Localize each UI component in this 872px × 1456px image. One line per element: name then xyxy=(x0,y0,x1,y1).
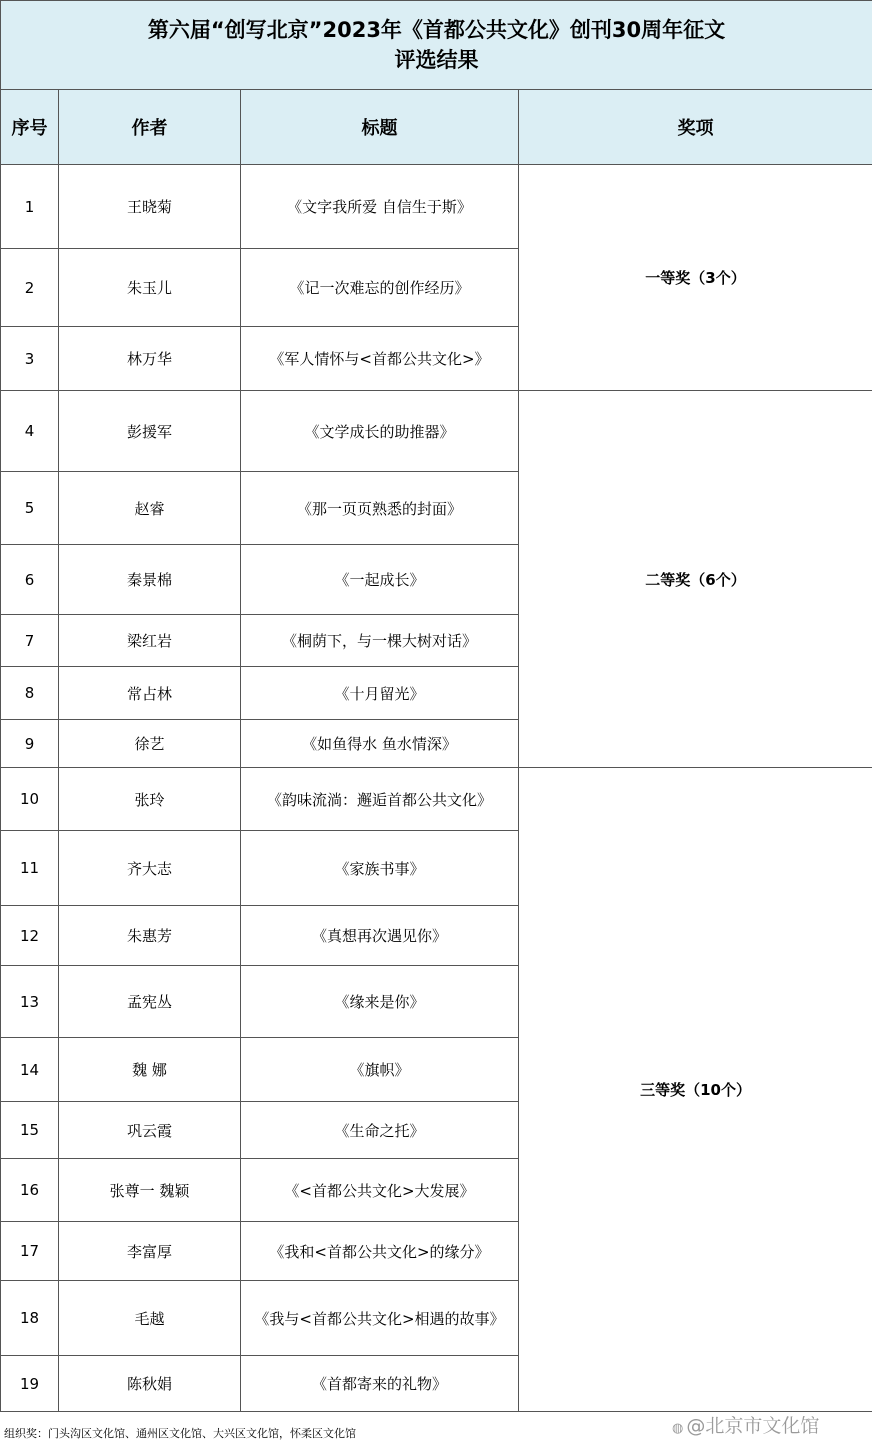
row-author: 陈秋娟 xyxy=(59,1356,241,1412)
row-title: 《如鱼得水 鱼水情深》 xyxy=(241,720,519,768)
row-number: 9 xyxy=(1,720,59,768)
row-number: 19 xyxy=(1,1356,59,1412)
row-title: 《一起成长》 xyxy=(241,545,519,615)
award-third: 三等奖（10个） xyxy=(519,768,872,1412)
row-number: 18 xyxy=(1,1281,59,1356)
title-line-2: 评选结果 xyxy=(394,48,479,72)
row-number: 17 xyxy=(1,1222,59,1281)
row-author: 李富厚 xyxy=(59,1222,241,1281)
watermark xyxy=(672,1411,819,1438)
row-title: 《那一页页熟悉的封面》 xyxy=(241,472,519,545)
row-author: 彭援军 xyxy=(59,391,241,472)
row-number: 13 xyxy=(1,966,59,1038)
row-number: 5 xyxy=(1,472,59,545)
row-number: 12 xyxy=(1,906,59,966)
row-author: 常占林 xyxy=(59,667,241,720)
row-title: 《家族书事》 xyxy=(241,831,519,906)
table-row xyxy=(1,165,872,249)
row-title: 《记一次难忘的创作经历》 xyxy=(241,249,519,327)
title-line-1: 第六届“创写北京”2023年《首都公共文化》创刊30周年征文 xyxy=(147,18,726,42)
row-title: 《旗帜》 xyxy=(241,1038,519,1102)
table-row xyxy=(1,391,872,472)
watermark-text: @北京市文化馆 xyxy=(686,1415,820,1437)
row-author: 孟宪丛 xyxy=(59,966,241,1038)
row-number: 16 xyxy=(1,1159,59,1222)
row-author: 魏 娜 xyxy=(59,1038,241,1102)
row-title: 《军人情怀与<首都公共文化>》 xyxy=(241,327,519,391)
row-title: 《文字我所爱 自信生于斯》 xyxy=(241,165,519,249)
row-author: 朱惠芳 xyxy=(59,906,241,966)
row-number: 8 xyxy=(1,667,59,720)
row-author: 巩云霞 xyxy=(59,1102,241,1159)
row-author: 梁红岩 xyxy=(59,615,241,667)
row-author: 齐大志 xyxy=(59,831,241,906)
header-award: 奖项 xyxy=(519,90,872,165)
row-number: 7 xyxy=(1,615,59,667)
row-author: 毛越 xyxy=(59,1281,241,1356)
row-author: 徐艺 xyxy=(59,720,241,768)
table-title xyxy=(1,1,872,90)
header-author: 作者 xyxy=(59,90,241,165)
row-author: 赵睿 xyxy=(59,472,241,545)
row-number: 4 xyxy=(1,391,59,472)
row-number: 3 xyxy=(1,327,59,391)
row-number: 15 xyxy=(1,1102,59,1159)
row-title: 《十月留光》 xyxy=(241,667,519,720)
row-number: 2 xyxy=(1,249,59,327)
row-title: 《文学成长的助推器》 xyxy=(241,391,519,472)
row-author: 朱玉儿 xyxy=(59,249,241,327)
row-title: 《首都寄来的礼物》 xyxy=(241,1356,519,1412)
row-title: 《桐荫下，与一棵大树对话》 xyxy=(241,615,519,667)
row-title: 《韵味流淌：邂逅首都公共文化》 xyxy=(241,768,519,831)
row-title: 《生命之托》 xyxy=(241,1102,519,1159)
row-author: 林万华 xyxy=(59,327,241,391)
row-title: 《我与<首都公共文化>相遇的故事》 xyxy=(241,1281,519,1356)
header-title: 标题 xyxy=(241,90,519,165)
row-number: 6 xyxy=(1,545,59,615)
row-title: 《<首都公共文化>大发展》 xyxy=(241,1159,519,1222)
organization-award-note: 组织奖：门头沟区文化馆、通州区文化馆、大兴区文化馆，怀柔区文化馆 xyxy=(4,1427,356,1440)
award-first: 一等奖（3个） xyxy=(519,165,872,391)
weibo-icon: ◍ xyxy=(672,1421,684,1436)
row-title: 《缘来是你》 xyxy=(241,966,519,1038)
row-number: 11 xyxy=(1,831,59,906)
table-row xyxy=(1,768,872,831)
row-author: 张尊一 魏颖 xyxy=(59,1159,241,1222)
row-number: 1 xyxy=(1,165,59,249)
header-seq: 序号 xyxy=(1,90,59,165)
row-number: 10 xyxy=(1,768,59,831)
row-author: 王晓菊 xyxy=(59,165,241,249)
row-title: 《我和<首都公共文化>的缘分》 xyxy=(241,1222,519,1281)
row-author: 张玲 xyxy=(59,768,241,831)
row-number: 14 xyxy=(1,1038,59,1102)
row-title: 《真想再次遇见你》 xyxy=(241,906,519,966)
award-second: 二等奖（6个） xyxy=(519,391,872,768)
row-author: 秦景棉 xyxy=(59,545,241,615)
